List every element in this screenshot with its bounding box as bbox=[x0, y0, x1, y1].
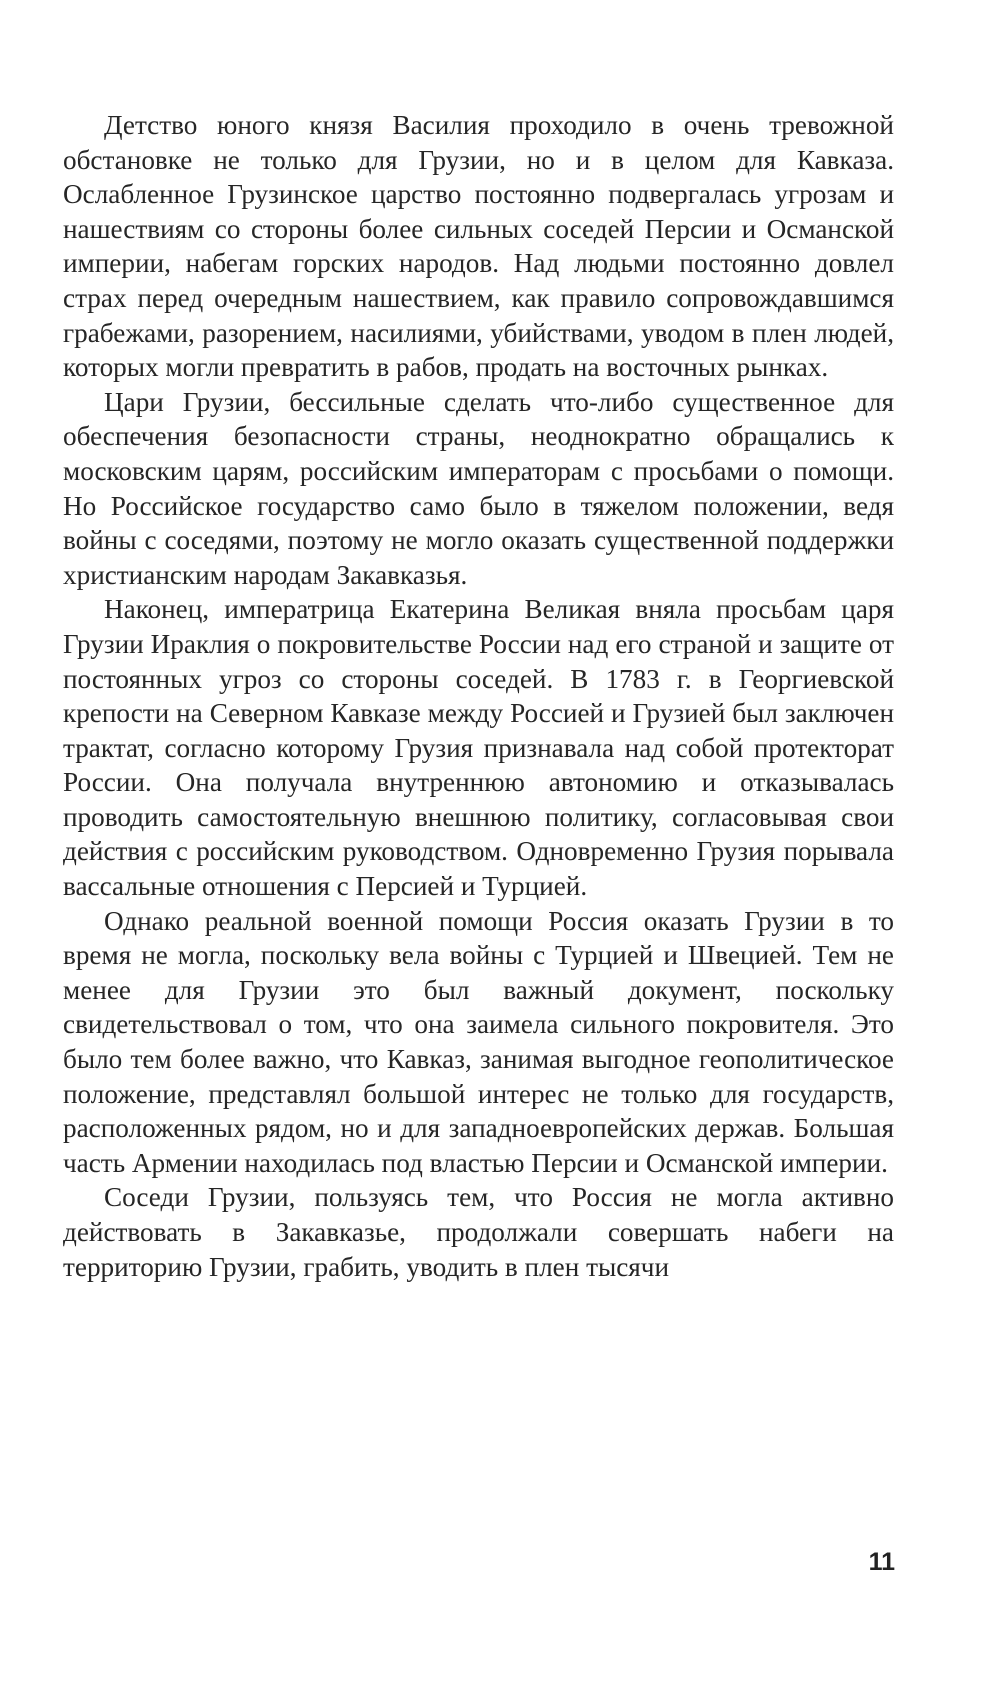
page-number: 11 bbox=[868, 1548, 895, 1576]
paragraph-4: Однако реальной военной помощи Россия оказать Грузии в то время не могла, поскольку вела войны с Турцией и Швецией. Тем не менее для Грузии это был важный документ, поскольку свидетельствовал о том, что она заимела сильного покровителя. Это было тем более важно, что Кавказ, занимая выгодное геополитическое положение, представлял большой интерес не только для государств, расположенных рядом, но и для западноевропейских держав. Большая часть Армении находилась под властью Персии и Османской империи. bbox=[63, 905, 894, 1178]
paragraph-5: Соседи Грузии, пользуясь тем, что Россия не могла активно действовать в Закавказье, продолжали совершать набеги на территорию Грузии, грабить, уводить в плен тысячи bbox=[63, 1182, 894, 1282]
paragraph-2: Цари Грузии, бессильные сделать что-либо существенное для обеспечения безопасности страны, неоднократно обращались к московским царям, российским императорам с просьбами о помощи. Но Российское государство само было в тяжелом положении, ведя войны с соседями, поэтому не могло оказать существенной поддержки христианским народам Закавказья. bbox=[63, 386, 894, 590]
paragraph-1: Детство юного князя Василия проходило в очень тревожной обстановке не только для Грузии, но и в целом для Кавказа. Ослабленное Грузинское царство постоянно подвергалась угрозам и нашествиям со стороны более сильных соседей Персии и Османской империи, набегам горских народов. Над людьми постоянно довлел страх перед очередным нашествием, как правило сопровождавшимся грабежами, разорением, насилиями, убийствами, уводом в плен людей, которых могли превратить в рабов, продать на восточных рынках. bbox=[63, 110, 894, 383]
paragraph-3: Наконец, императрица Екатерина Великая вняла просьбам царя Грузии Ираклия о покровительстве России над его страной и защите от постоянных угроз со стороны соседей. В 1783 г. в Георгиевской крепости на Северном Кавказе между Россией и Грузией был заключен трактат, согласно которому Грузия признавала над собой протекторат России. Она получала внутреннюю автономию и отказывалась проводить самостоятельную внешнюю политику, согласовывая свои действия с российским руководством. Одновременно Грузия порывала вассальные отношения с Персией и Турцией. bbox=[63, 594, 894, 902]
body-text bbox=[63, 108, 894, 1284]
